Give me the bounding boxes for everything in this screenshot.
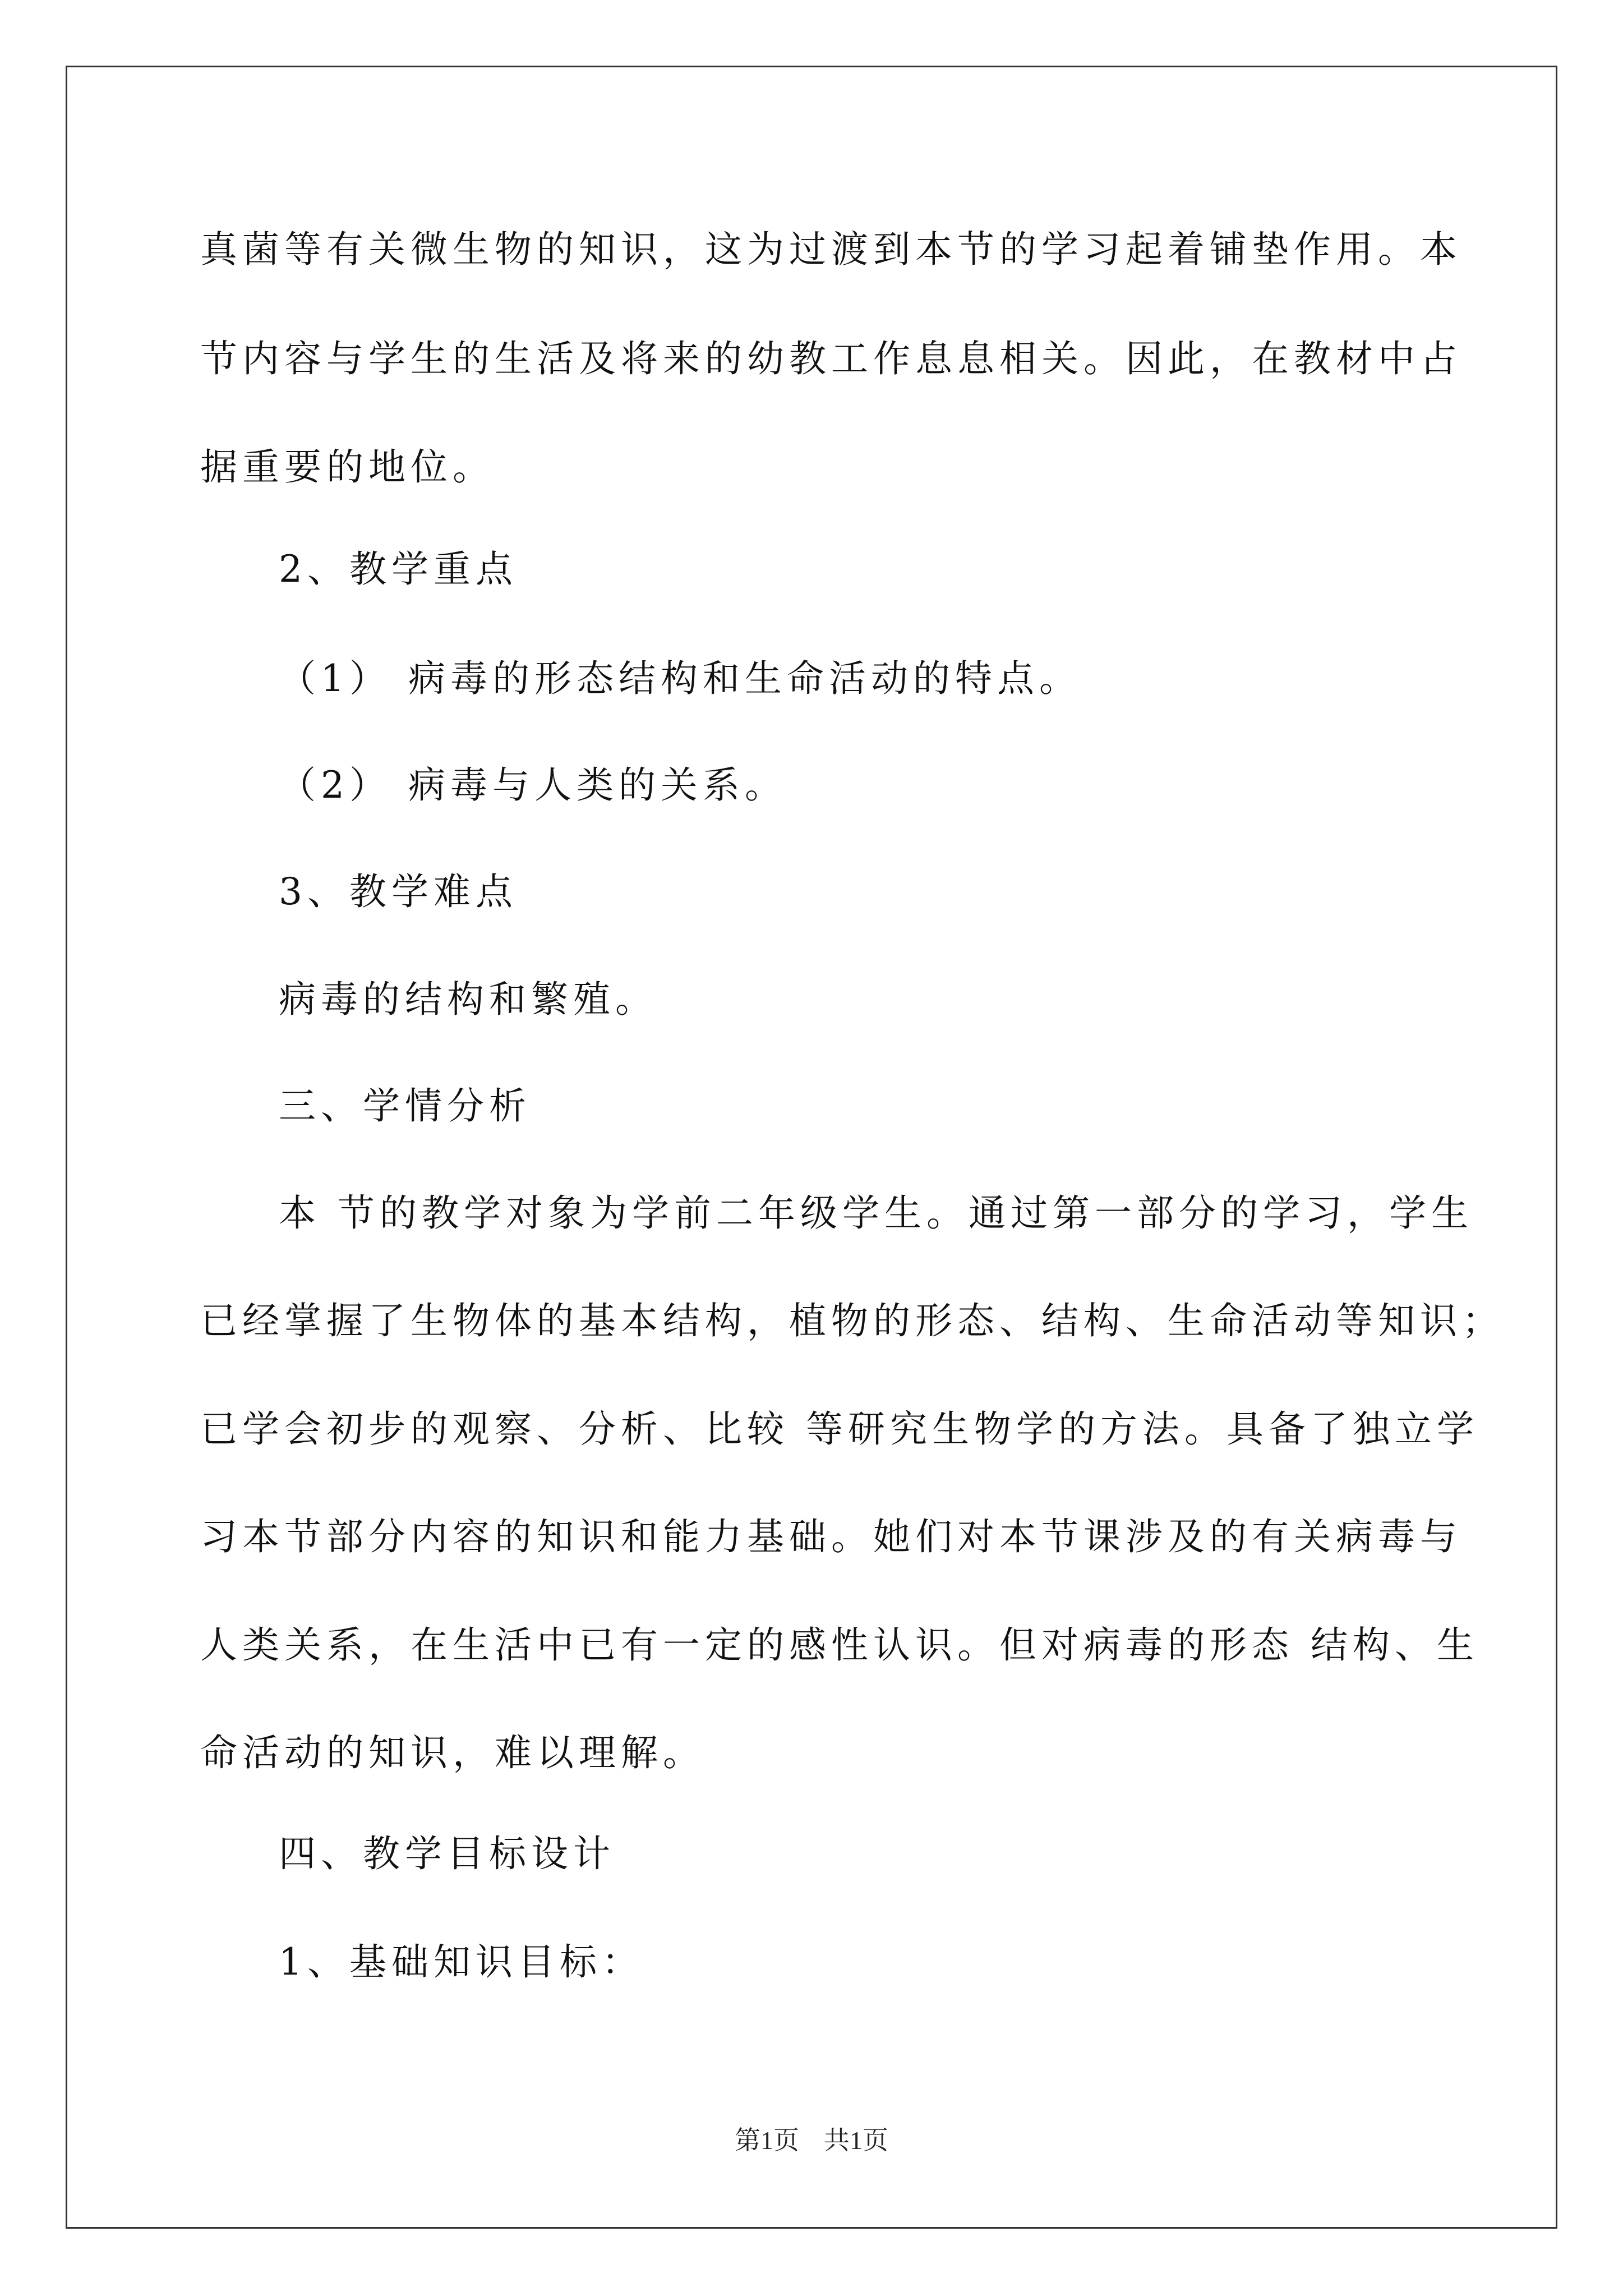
- section-heading: 三、学情分析: [279, 1084, 531, 1128]
- paragraph-line: 已经掌握了生物体的基本结构，植物的形态、结构、生命活动等知识；: [200, 1299, 1504, 1342]
- list-item: （2） 病毒与人类的关系。: [279, 763, 787, 807]
- paragraph-line: 真菌等有关微生物的知识，这为过渡到本节的学习起着铺垫作用。本: [200, 228, 1462, 271]
- page-footer: [0, 2125, 1623, 2156]
- page-border: [66, 66, 1557, 2229]
- list-item: （1） 病毒的形态结构和生命活动的特点。: [279, 657, 1081, 700]
- section-heading: 四、教学目标设计: [279, 1832, 615, 1875]
- page-total: 共1页: [824, 2126, 888, 2155]
- paragraph-line: 命活动的知识，难以理解。: [200, 1731, 705, 1774]
- paragraph-line: 节内容与学生的生活及将来的幼教工作息息相关。因此，在教材中占: [200, 337, 1462, 380]
- paragraph-line: 习本节部分内容的知识和能力基础。她们对本节课涉及的有关病毒与: [200, 1515, 1462, 1558]
- section-heading: 3、教学难点: [279, 870, 518, 913]
- paragraph-line: 本 节的教学对象为学前二年级学生。通过第一部分的学习，学生: [279, 1191, 1473, 1235]
- paragraph-line: 已学会初步的观察、分析、比较 等研究生物学的方法。具备了独立学: [200, 1407, 1479, 1451]
- paragraph-line: 据重要的地位。: [200, 445, 495, 489]
- page-number: 第1页: [735, 2126, 799, 2155]
- section-heading: 1、基础知识目标：: [279, 1940, 644, 1984]
- paragraph-line: 病毒的结构和繁殖。: [279, 978, 657, 1021]
- paragraph-line: 人类关系，在生活中已有一定的感性认识。但对病毒的形态 结构、生: [200, 1623, 1479, 1667]
- section-heading: 2、教学重点: [279, 547, 518, 591]
